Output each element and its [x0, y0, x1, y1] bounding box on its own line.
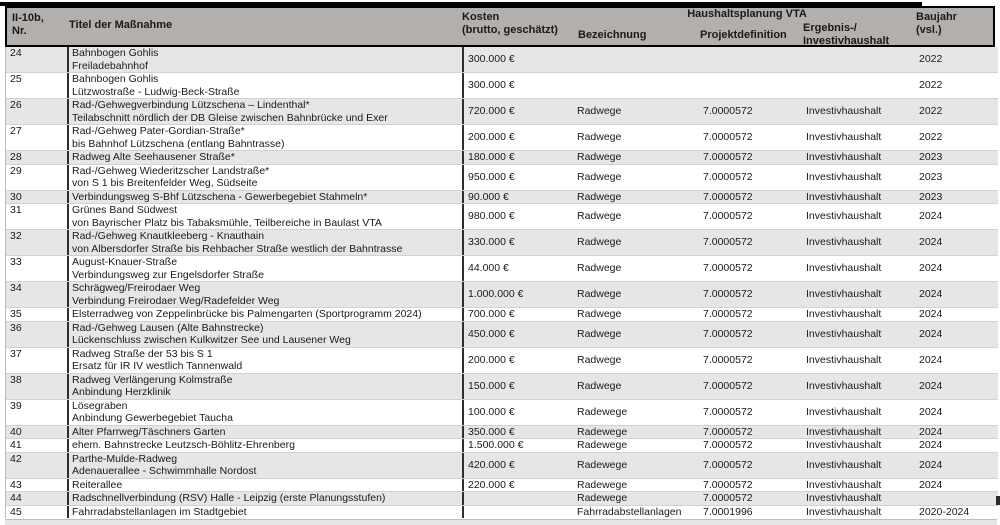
measure-title-line1: Radschnellverbindung (RSV) Halle - Leipzig (erste Planungsstufen) [72, 492, 386, 504]
measure-title-cell [67, 308, 462, 321]
table-body [5, 47, 998, 518]
projektdefinition-cell: 7.0000572 [703, 458, 753, 471]
measure-title-line1: Parthe-Mulde-Radweg [72, 452, 178, 465]
table-row [6, 255, 998, 281]
row-number: 39 [10, 399, 22, 412]
measure-title-line1: Schrägweg/Freirodaer Weg [72, 282, 201, 294]
measure-title-line1: Radweg Alte Seehausener Straße* [72, 151, 235, 163]
measure-title-line1: Rad-/Gehweg Wiederitzscher Landstraße* [72, 164, 270, 177]
column-header-nr [12, 12, 44, 38]
baujahr-cell: 2024 [919, 458, 943, 471]
measure-title-line1: ehem. Bahnstrecke Leutzsch-Böhlitz-Ehrenberg [72, 439, 295, 451]
measure-title-cell [67, 256, 462, 281]
row-number: 40 [10, 425, 22, 438]
row-number: 29 [10, 164, 22, 177]
measure-title-line2: von Albersdorfer Straße bis Rehbacher Straße westlich der Bahntrasse [72, 242, 403, 255]
baujahr-cell: 2024 [919, 478, 943, 491]
measure-title-cell [67, 348, 462, 373]
measure-title-line1: Grünes Band Südwest [72, 204, 178, 216]
baujahr-cell: 2024 [919, 425, 943, 438]
bezeichnung-cell: Radwege [577, 236, 622, 249]
haushalt-cell: Investivhaushalt [806, 353, 882, 366]
cost-cell: 950.000 € [462, 165, 575, 190]
haushalt-cell: Investivhaushalt [806, 308, 882, 320]
column-header-bezeichnung: Bezeichnung [578, 29, 647, 41]
column-header-baujahr-line1: Baujahr [916, 11, 957, 23]
table-row [6, 491, 998, 505]
projektdefinition-cell: 7.0000572 [703, 190, 753, 203]
haushalt-cell: Investivhaushalt [806, 210, 882, 223]
measure-title-line2: Lützwostraße - Ludwig-Beck-Straße [72, 85, 240, 98]
table-row [6, 438, 998, 452]
row-number: 35 [10, 308, 22, 320]
table-row [6, 203, 998, 229]
measure-title-line1: Radweg Straße der 53 bis S 1 [72, 347, 213, 360]
projektdefinition-cell: 7.0000572 [703, 353, 753, 366]
table-row [6, 307, 998, 321]
baujahr-cell: 2024 [919, 327, 943, 340]
column-header-ergebnis-line1: Ergebnis-/ [803, 22, 857, 34]
measure-title-line1: Rad-/Gehweg Pater-Gordian-Straße* [72, 125, 245, 137]
table-row [6, 229, 998, 255]
baujahr-cell: 2024 [919, 236, 943, 249]
projektdefinition-cell: 7.0000572 [703, 262, 753, 275]
bezeichnung-cell: Fahrradabstellanlagen [577, 505, 682, 518]
baujahr-cell: 2022 [919, 79, 943, 92]
bezeichnung-cell: Radewege [577, 478, 628, 491]
row-number: 38 [10, 373, 22, 386]
table-row [6, 190, 998, 204]
measure-title-line2: Freiladebahnhof [72, 59, 148, 72]
baujahr-cell: 2022 [919, 53, 943, 66]
projektdefinition-cell: 7.0000572 [703, 288, 753, 301]
row-number: 26 [10, 99, 22, 111]
cost-cell: 350.000 € [462, 426, 575, 439]
haushalt-cell: Investivhaushalt [806, 505, 882, 518]
table-row [6, 373, 998, 399]
bezeichnung-cell: Radwege [577, 151, 622, 163]
table-row [6, 505, 998, 519]
measure-title-cell [67, 191, 462, 204]
measure-title-cell [67, 47, 462, 72]
baujahr-cell: 2024 [919, 308, 943, 320]
cost-cell [462, 506, 575, 519]
haushalt-cell: Investivhaushalt [806, 288, 882, 301]
column-header-nr-line1: II-10b, [12, 12, 44, 24]
row-number: 33 [10, 256, 22, 268]
table-row [6, 452, 998, 478]
cost-cell: 720.000 € [462, 99, 575, 124]
table-row [6, 281, 998, 307]
measure-title-cell [67, 151, 462, 164]
measure-title-cell [67, 374, 462, 399]
measure-title-line1: Alter Pfarrweg/Täschners Garten [72, 425, 226, 438]
haushalt-cell [804, 47, 916, 72]
baujahr-cell: 2023 [919, 170, 943, 183]
haushalt-cell: Investivhaushalt [806, 262, 882, 275]
cost-cell: 420.000 € [462, 453, 575, 478]
column-header-projektdefinition: Projektdefinition [700, 29, 787, 41]
cost-cell: 200.000 € [462, 125, 575, 150]
cost-cell: 100.000 € [462, 400, 575, 425]
bezeichnung-cell: Radwege [577, 210, 622, 223]
table-row [6, 399, 998, 425]
measure-title-line2: Teilabschnitt nördlich der DB Gleise zwischen Bahnbrücke und Exer [72, 111, 388, 124]
projektdefinition-cell: 7.0000572 [703, 478, 753, 491]
haushalt-cell: Investivhaushalt [806, 131, 882, 144]
haushalt-cell: Investivhaushalt [806, 236, 882, 249]
bezeichnung-cell: Radwege [577, 353, 622, 366]
column-header-baujahr [916, 11, 957, 37]
row-number: 45 [10, 505, 22, 518]
projektdefinition-cell: 7.0000572 [703, 379, 753, 392]
measure-title-line2: Verbindung Freirodaer Weg/Radefelder Weg [72, 294, 280, 307]
bezeichnung-cell: Radewege [577, 458, 628, 471]
haushalt-cell: Investivhaushalt [806, 478, 882, 491]
table-row [6, 150, 998, 164]
baujahr-cell: 2024 [919, 262, 943, 275]
measure-title-cell [67, 99, 462, 124]
projektdefinition-cell: 7.0000572 [703, 236, 753, 249]
measure-title-line1: Rad-/Gehweg Knautkleeberg - Knauthain [72, 230, 265, 242]
bezeichnung-cell: Radewege [577, 439, 628, 451]
measure-title-line2: Verbindungsweg zur Engelsdorfer Straße [72, 268, 265, 281]
measure-title-line2: von S 1 bis Breitenfelder Weg, Südseite [72, 177, 258, 189]
row-number: 30 [10, 190, 22, 203]
haushalt-cell: Investivhaushalt [806, 105, 882, 118]
measure-title-line1: Reiterallee [72, 478, 123, 491]
cost-cell: 330.000 € [462, 230, 575, 255]
clipped-text-fragment [996, 496, 1000, 505]
haushalt-cell: Investivhaushalt [806, 458, 882, 471]
bezeichnung-cell: Radwege [577, 327, 622, 340]
row-number: 32 [10, 230, 22, 242]
table-header [5, 6, 995, 47]
measure-title-cell [67, 282, 462, 307]
measure-title-cell [67, 73, 462, 98]
projektdefinition-cell: 7.0000572 [703, 327, 753, 340]
row-number: 28 [10, 151, 22, 163]
haushalt-cell: Investivhaushalt [806, 327, 882, 340]
measure-title-cell [67, 426, 462, 439]
measure-title-cell [67, 204, 462, 229]
row-number: 43 [10, 478, 22, 491]
measure-title-line1: Rad-/Gehwegverbindung Lützschena – Lindenthal* [72, 99, 310, 111]
measure-title-line1: Verbindungsweg S-Bhf Lützschena - Gewerbegebiet Stahmeln* [72, 190, 368, 203]
projektdefinition-cell: 7.0000572 [703, 210, 753, 223]
baujahr-cell: 2024 [919, 439, 943, 451]
measure-title-line2: bis Bahnhof Lützschena (entlang Bahntrasse) [72, 137, 285, 150]
baujahr-cell: 2024 [919, 405, 943, 418]
haushalt-cell: Investivhaushalt [806, 405, 882, 418]
measure-title-line1: August-Knauer-Straße [72, 256, 178, 268]
measure-title-cell [67, 400, 462, 425]
baujahr-cell: 2024 [919, 288, 943, 301]
row-number: 42 [10, 452, 22, 465]
row-number: 44 [10, 492, 22, 504]
row-number: 34 [10, 282, 22, 294]
bezeichnung-cell: Radwege [577, 288, 622, 301]
bezeichnung-cell: Radewege [577, 405, 628, 418]
cost-cell: 200.000 € [462, 348, 575, 373]
table-row [6, 164, 998, 190]
row-number: 36 [10, 321, 22, 334]
measure-title-cell [67, 322, 462, 347]
measure-title-line1: Bahnbogen Gohlis [72, 73, 159, 85]
table-row [6, 478, 998, 492]
measure-title-cell [67, 492, 462, 505]
projektdefinition-cell: 7.0001996 [703, 505, 753, 518]
table-row [6, 98, 998, 124]
baujahr-cell: 2024 [919, 379, 943, 392]
haushalt-cell: Investivhaushalt [806, 439, 882, 451]
measure-title-cell [67, 125, 462, 150]
row-number: 25 [10, 73, 22, 85]
cost-cell: 180.000 € [462, 151, 575, 164]
column-header-titel: Titel der Maßnahme [69, 19, 173, 31]
measure-title-cell [67, 479, 462, 492]
row-number: 41 [10, 439, 22, 451]
row-number: 37 [10, 347, 22, 360]
baujahr-cell: 2022 [919, 131, 943, 144]
cutoff-next-row [5, 519, 997, 525]
measure-title-line2: Ersatz für IR IV westlich Tannenwald [72, 360, 243, 372]
cost-cell: 450.000 € [462, 322, 575, 347]
cost-cell: 980.000 € [462, 204, 575, 229]
baujahr-cell: 2022 [919, 105, 943, 118]
measure-title-line2: Adenauerallee - Schwimmhalle Nordost [72, 465, 257, 477]
measure-title-cell [67, 439, 462, 452]
projektdefinition-cell: 7.0000572 [703, 151, 753, 163]
measure-title-line1: Bahnbogen Gohlis [72, 47, 159, 59]
measure-title-cell [67, 165, 462, 190]
bezeichnung-cell: Radwege [577, 131, 622, 144]
measure-title-line1: Lösegraben [72, 399, 128, 412]
projektdefinition-cell: 7.0000572 [703, 131, 753, 144]
table-row [6, 425, 998, 439]
haushalt-cell: Investivhaushalt [806, 190, 882, 203]
measure-title-cell [67, 506, 462, 519]
measure-title-cell [67, 230, 462, 255]
bezeichnung-cell: Radwege [577, 190, 622, 203]
measure-title-line1: Fahrradabstellanlagen im Stadtgebiet [72, 505, 247, 518]
table-row [6, 72, 998, 98]
table-row [6, 124, 998, 150]
haushalt-cell: Investivhaushalt [806, 151, 882, 163]
bezeichnung-cell: Radewege [577, 492, 628, 504]
projektdefinition-cell: 7.0000572 [703, 308, 753, 320]
projektdefinition-cell [701, 47, 804, 72]
cost-cell: 220.000 € [462, 479, 575, 492]
cost-cell [462, 492, 575, 505]
projektdefinition-cell: 7.0000572 [703, 439, 753, 451]
cost-cell: 700.000 € [462, 308, 575, 321]
bezeichnung-cell: Radwege [577, 308, 622, 320]
bezeichnung-cell: Radwege [577, 105, 622, 118]
baujahr-cell: 2020-2024 [919, 505, 970, 518]
bezeichnung-cell [575, 47, 701, 72]
haushalt-cell: Investivhaushalt [806, 492, 882, 504]
measure-title-line2: Lückenschluss zwischen Kulkwitzer See und Lausener Weg [72, 334, 351, 346]
cost-cell: 44.000 € [462, 256, 575, 281]
cost-cell: 150.000 € [462, 374, 575, 399]
bezeichnung-cell: Radwege [577, 379, 622, 392]
baujahr-cell: 2024 [919, 353, 943, 366]
group-header-haushaltsplanung: Haushaltsplanung VTA [687, 8, 807, 20]
baujahr-cell: 2023 [919, 190, 943, 203]
column-header-kosten [462, 11, 558, 37]
projektdefinition-cell: 7.0000572 [703, 425, 753, 438]
cost-cell: 300.000 € [462, 47, 575, 72]
bezeichnung-cell: Radewege [577, 425, 628, 438]
projektdefinition-cell [701, 73, 804, 98]
table-row [6, 347, 998, 373]
column-header-nr-line2: Nr. [12, 25, 27, 37]
projektdefinition-cell: 7.0000572 [703, 170, 753, 183]
measure-title-line1: Elsterradweg von Zeppelinbrücke bis Palmengarten (Sportprogramm 2024) [72, 308, 422, 320]
column-header-ergebnis-line2: Investivhaushalt [803, 35, 890, 47]
projektdefinition-cell: 7.0000572 [703, 492, 753, 504]
baujahr-cell: 2023 [919, 151, 943, 163]
haushalt-cell: Investivhaushalt [806, 170, 882, 183]
cost-cell: 300.000 € [462, 73, 575, 98]
measure-title-line2: Anbindung Herzklinik [72, 386, 171, 398]
measure-title-cell [67, 453, 462, 478]
cost-cell: 90.000 € [462, 191, 575, 204]
haushalt-cell: Investivhaushalt [806, 379, 882, 392]
haushalt-cell: Investivhaushalt [806, 425, 882, 438]
row-number: 31 [10, 204, 22, 216]
measure-title-line1: Radweg Verlängerung Kolmstraße [72, 373, 233, 386]
baujahr-cell [916, 492, 998, 505]
row-number: 24 [10, 47, 22, 59]
cost-cell: 1.000.000 € [462, 282, 575, 307]
table-row [6, 321, 998, 347]
table-row [6, 47, 998, 72]
column-header-baujahr-line2: (vsl.) [916, 24, 942, 36]
bezeichnung-cell: Radwege [577, 262, 622, 275]
row-number: 27 [10, 125, 22, 137]
measure-title-line2: Anbindung Gewerbegebiet Taucha [72, 412, 233, 424]
cost-cell: 1.500.000 € [462, 439, 575, 452]
haushalt-cell [804, 73, 916, 98]
projektdefinition-cell: 7.0000572 [703, 105, 753, 118]
bezeichnung-cell [575, 73, 701, 98]
column-header-kosten-line1: Kosten [462, 11, 500, 23]
column-header-ergebnis [803, 22, 889, 48]
bezeichnung-cell: Radwege [577, 170, 622, 183]
measure-title-line1: Rad-/Gehweg Lausen (Alte Bahnstrecke) [72, 321, 264, 334]
column-header-kosten-line2: (brutto, geschätzt) [462, 24, 558, 36]
baujahr-cell: 2024 [919, 210, 943, 223]
measure-title-line2: von Bayrischer Platz bis Tabaksmühle, Teilbereiche in Baulast VTA [72, 216, 382, 229]
projektdefinition-cell: 7.0000572 [703, 405, 753, 418]
